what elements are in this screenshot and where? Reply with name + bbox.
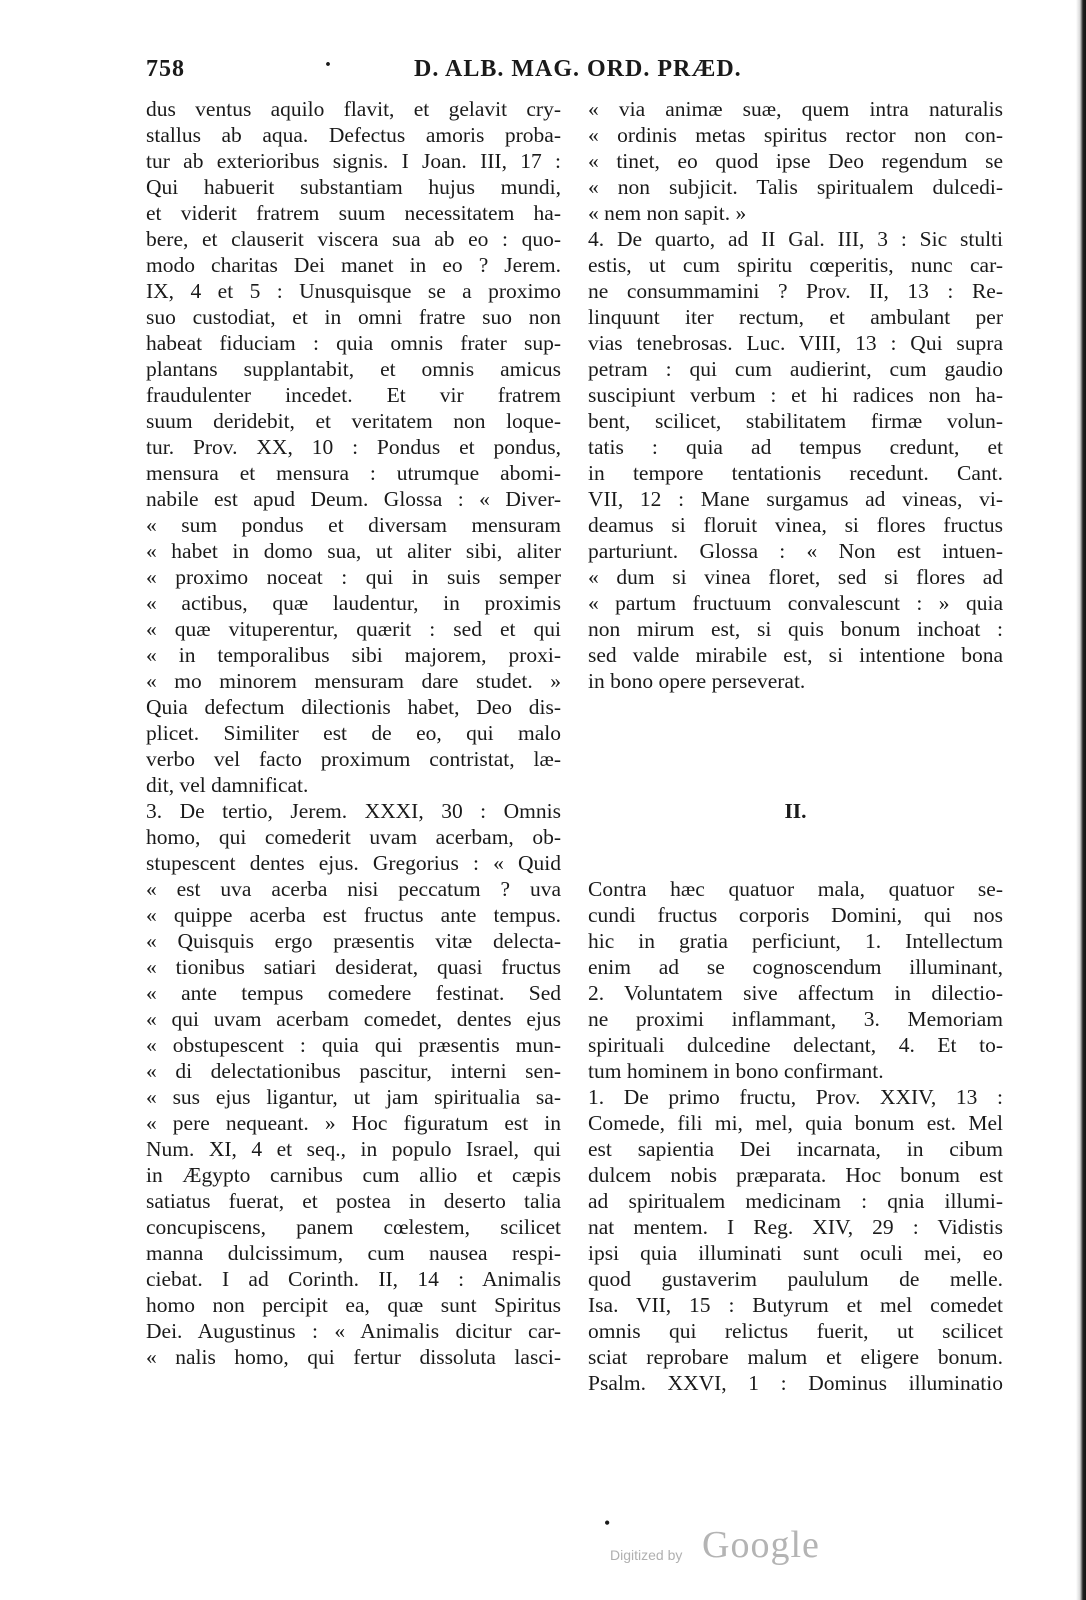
- text-line: parturiunt. Glossa : « Non est intuen-: [588, 539, 1003, 563]
- spacer: [588, 824, 1003, 850]
- spacer: [588, 850, 1003, 876]
- text-line: petram : qui cum audierint, cum gaudio: [588, 357, 1003, 381]
- text-line: « Quisquis ergo præsentis vitæ delecta-: [146, 929, 561, 953]
- running-header: [146, 52, 986, 90]
- right-text-column: [588, 96, 1003, 1396]
- spacer: [588, 720, 1003, 746]
- text-line: cundi fructus corporis Domini, qui nos: [588, 903, 1003, 927]
- text-line: tur. Prov. XX, 10 : Pondus et pondus,: [146, 435, 561, 459]
- text-line: plicet. Similiter est de eo, qui malo: [146, 721, 561, 745]
- text-line: ad spiritualem medicinam : qnia illumi-: [588, 1189, 1003, 1213]
- text-line: « mo minorem mensuram dare studet. »: [146, 669, 561, 693]
- right-column-bottom-text: [588, 876, 1003, 1396]
- text-line: Quia defectum dilectionis habet, Deo dis-: [146, 695, 561, 719]
- text-line: mensura et mensura : utrumque abomi-: [146, 461, 561, 485]
- text-line: Num. XI, 4 et seq., in populo Israel, qui: [146, 1137, 561, 1161]
- text-line: Qui habuerit substantiam hujus mundi,: [146, 175, 561, 199]
- text-line: « nalis homo, qui fertur dissoluta lasci-: [146, 1345, 561, 1369]
- text-line: verbo vel facto proximum contristat, læ-: [146, 747, 561, 771]
- text-line: Contra hæc quatuor mala, quatuor se-: [588, 877, 1003, 901]
- text-line: « proximo noceat : qui in suis semper: [146, 565, 561, 589]
- running-title: D. ALB. MAG. ORD. PRÆD.: [414, 56, 742, 82]
- text-line: « habet in domo sua, ut aliter sibi, aliter: [146, 539, 561, 563]
- text-line: dulcem nobis præparata. Hoc bonum est: [588, 1163, 1003, 1187]
- text-line: enim ad se cognoscendum illuminant,: [588, 955, 1003, 979]
- text-line: ne consummamini ? Prov. II, 13 : Re-: [588, 279, 1003, 303]
- text-line: ciebat. I ad Corinth. II, 14 : Animalis: [146, 1267, 561, 1291]
- footer-dot: •: [604, 1513, 611, 1533]
- text-line: « ante tempus comedere festinat. Sed: [146, 981, 561, 1005]
- text-line: concupiscens, panem cœlestem, scilicet: [146, 1215, 561, 1239]
- header-dot: ·: [324, 52, 334, 78]
- text-line: tum hominem in bono confirmant.: [588, 1059, 884, 1083]
- text-line: fraudulenter incedet. Et vir fratrem: [146, 383, 561, 407]
- text-line: tur ab exterioribus signis. I Joan. III, 17 :: [146, 149, 561, 173]
- text-line: ipsi quia illuminati sunt oculi mei, eo: [588, 1241, 1003, 1265]
- text-line: plantans supplantabit, et omnis amicus: [146, 357, 561, 381]
- text-line: spirituali dulcedine delectant, 4. Et to-: [588, 1033, 1003, 1057]
- text-line: bent, scilicet, stabilitatem firmæ volun-: [588, 409, 1003, 433]
- text-line: dus ventus aquilo flavit, et gelavit cry-: [146, 97, 561, 121]
- text-line: in Ægypto carnibus cum allio et cæpis: [146, 1163, 561, 1187]
- text-line: « partum fructuum convalescunt : » quia: [588, 591, 1003, 615]
- text-line: homo non percipit ea, quæ sunt Spiritus: [146, 1293, 561, 1317]
- text-line: homo, qui comederit uvam acerbam, ob-: [146, 825, 561, 849]
- text-line: vias tenebrosas. Luc. VIII, 13 : Qui supra: [588, 331, 1003, 355]
- text-line: « sus ejus ligantur, ut jam spiritualia sa-: [146, 1085, 561, 1109]
- spacer: [588, 746, 1003, 772]
- text-line: « tinet, eo quod ipse Deo regendum se: [588, 149, 1003, 173]
- text-line: sed valde mirabile est, si intentione bona: [588, 643, 1003, 667]
- spacer: [588, 772, 1003, 798]
- text-line: hic in gratia perficiunt, 1. Intellectum: [588, 929, 1003, 953]
- text-line: « di delectationibus pascitur, interni sen-: [146, 1059, 561, 1083]
- text-line: 2. Voluntatem sive affectum in dilectio-: [588, 981, 1003, 1005]
- text-line: « via animæ suæ, quem intra naturalis: [588, 97, 1003, 121]
- text-line: dit, vel damnificat.: [146, 773, 309, 797]
- text-line: stupescent dentes ejus. Gregorius : « Quid: [146, 851, 561, 875]
- text-line: suscipiunt verbum : et hi radices non ha-: [588, 383, 1003, 407]
- text-line: Comede, fili mi, mel, quia bonum est. Mel: [588, 1111, 1003, 1135]
- text-line: sciat reprobare malum et eligere bonum.: [588, 1345, 1003, 1369]
- section-heading: II.: [784, 799, 807, 823]
- text-line: Dei. Augustinus : « Animalis dicitur car-: [146, 1319, 561, 1343]
- text-line: non mirum est, si quis bonum inchoat :: [588, 617, 1003, 641]
- text-line: et viderit fratrem suum necessitatem ha-: [146, 201, 561, 225]
- text-line: est sapientia Dei incarnata, in cibum: [588, 1137, 1003, 1161]
- text-line: bere, et clauserit viscera sua ab eo : quo-: [146, 227, 561, 251]
- text-line: omnis qui relictus fuerit, ut scilicet: [588, 1319, 1003, 1343]
- text-line: IX, 4 et 5 : Unusquisque se a proximo: [146, 279, 561, 303]
- page-number: 758: [146, 56, 185, 82]
- right-column-top-text: [588, 96, 1003, 694]
- text-line: 3. De tertio, Jerem. XXXI, 30 : Omnis: [146, 799, 561, 823]
- text-line: 1. De primo fructu, Prov. XXIV, 13 :: [588, 1085, 1003, 1109]
- text-line: « non subjicit. Talis spiritualem dulcedi-: [588, 175, 1003, 199]
- text-line: « pere nequeant. » Hoc figuratum est in: [146, 1111, 561, 1135]
- digitized-by-label: Digitized by: [610, 1547, 683, 1563]
- text-line: in bono opere perseverat.: [588, 669, 806, 693]
- text-line: « obstupescent : quia qui præsentis mun-: [146, 1033, 561, 1057]
- text-line: suo custodiat, et in omni fratre suo non: [146, 305, 561, 329]
- text-line: « qui uvam acerbam comedet, dentes ejus: [146, 1007, 561, 1031]
- text-line: 4. De quarto, ad II Gal. III, 3 : Sic stulti: [588, 227, 1003, 251]
- text-line: in tempore tentationis recedunt. Cant.: [588, 461, 1003, 485]
- text-line: stallus ab aqua. Defectus amoris proba-: [146, 123, 561, 147]
- text-line: « in temporalibus sibi majorem, proxi-: [146, 643, 561, 667]
- text-line: linquunt iter rectum, et ambulant per: [588, 305, 1003, 329]
- text-line: « quæ vituperentur, quærit : sed et qui: [146, 617, 561, 641]
- text-line: modo charitas Dei manet in eo ? Jerem.: [146, 253, 561, 277]
- text-line: nat mentem. I Reg. XIV, 29 : Vidistis: [588, 1215, 1003, 1239]
- left-text-column: [146, 96, 561, 1370]
- text-line: « est uva acerba nisi peccatum ? uva: [146, 877, 561, 901]
- text-line: « sum pondus et diversam mensuram: [146, 513, 561, 537]
- google-logo: Google: [702, 1524, 820, 1566]
- text-line: VII, 12 : Mane surgamus ad vineas, vi-: [588, 487, 1003, 511]
- text-line: « tionibus satiari desiderat, quasi fructus: [146, 955, 561, 979]
- text-line: tatis : quia ad tempus credunt, et: [588, 435, 1003, 459]
- text-line: estis, ut cum spiritu cœperitis, nunc car-: [588, 253, 1003, 277]
- text-line: « ordinis metas spiritus rector non con-: [588, 123, 1003, 147]
- page-edge-shadow: [1076, 0, 1086, 1600]
- text-line: « actibus, quæ laudentur, in proximis: [146, 591, 561, 615]
- text-line: « dum si vinea floret, sed si flores ad: [588, 565, 1003, 589]
- text-line: « quippe acerba est fructus ante tempus.: [146, 903, 561, 927]
- text-line: quod gustaverim paululum de melle.: [588, 1267, 1003, 1291]
- text-line: deamus si floruit vinea, si flores fructus: [588, 513, 1003, 537]
- text-line: nabile est apud Deum. Glossa : « Diver-: [146, 487, 561, 511]
- text-line: Psalm. XXVI, 1 : Dominus illuminatio: [588, 1371, 1003, 1395]
- text-line: satiatus fuerat, et postea in deserto talia: [146, 1189, 561, 1213]
- text-line: ne proximi inflammant, 3. Memoriam: [588, 1007, 1003, 1031]
- text-line: Isa. VII, 15 : Butyrum et mel comedet: [588, 1293, 1003, 1317]
- text-line: « nem non sapit. »: [588, 201, 747, 225]
- spacer: [588, 694, 1003, 720]
- digitization-watermark: [590, 1515, 990, 1575]
- text-line: suum deridebit, et veritatem non loque-: [146, 409, 561, 433]
- text-line: habeat fiduciam : quia omnis frater sup-: [146, 331, 561, 355]
- text-line: manna dulcissimum, cum nausea respi-: [146, 1241, 561, 1265]
